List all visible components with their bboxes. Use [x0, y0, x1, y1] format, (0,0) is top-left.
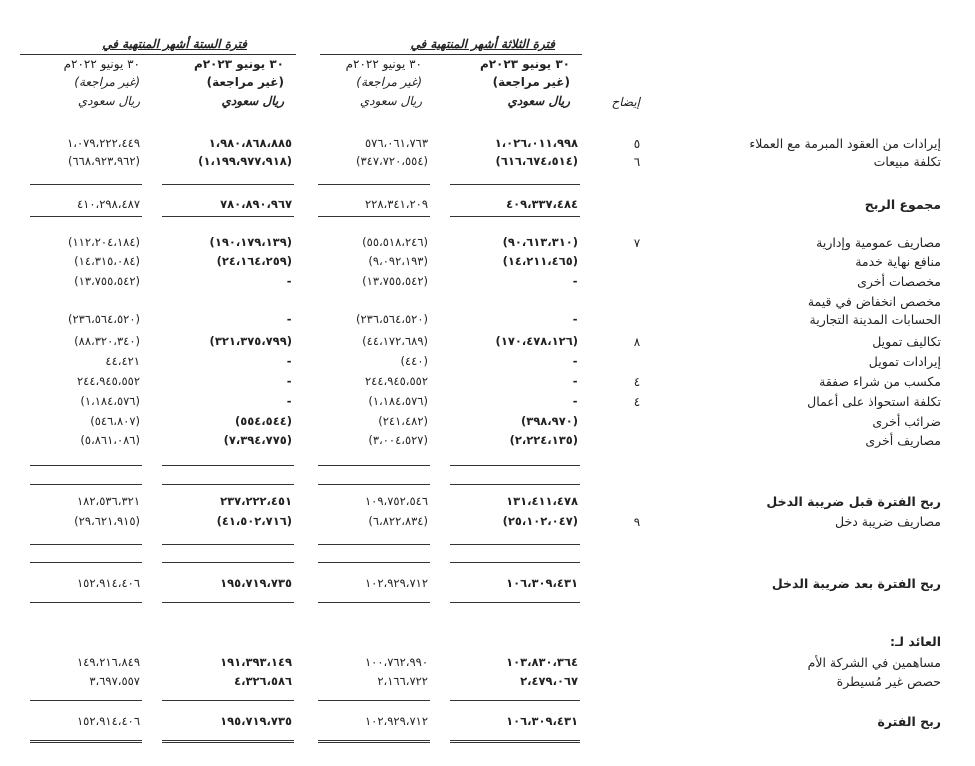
row-value: ١٥٢،٩١٤،٤٠٦: [76, 714, 140, 728]
row-value: ١٠٢،٩٢٩،٧١٢: [364, 576, 428, 590]
row-label: إيرادات تمويل: [868, 354, 941, 369]
row-value: ١٠٩،٧٥٢،٥٤٦: [364, 494, 428, 508]
row-value: ١٠٢،٩٢٩،٧١٢: [364, 714, 428, 728]
subtotal-rule: [450, 184, 580, 185]
row-label: الحسابات المدينة التجارية: [809, 312, 941, 327]
subtotal-rule: [450, 465, 580, 466]
row-value: ٢،٤٧٩،٠٦٧: [520, 674, 578, 688]
subtotal-rule: [30, 216, 142, 217]
row-label: مساهمين في الشركة الأم: [807, 655, 941, 670]
row-value: (٥،٨٦١،٠٨٦): [80, 433, 140, 447]
row-value: ١٣١،٤١١،٤٧٨: [506, 494, 578, 508]
row-value: (١٣،٧٥٥،٥٤٢): [74, 274, 140, 288]
column-header-audit: (غير مراجعة): [356, 75, 422, 89]
subtotal-rule: [162, 184, 294, 185]
row-value: (٢٩،٦٢١،٩١٥): [74, 514, 140, 528]
subtotal-rule: [318, 216, 430, 217]
subtotal-rule: [318, 700, 430, 701]
subtotal-rule: [318, 484, 430, 485]
subtotal-rule: [30, 602, 142, 603]
row-value: (٤٤٠): [400, 354, 428, 368]
row-value: (١،١٨٤،٥٧٦): [80, 394, 140, 408]
row-value: (٥٥٤،٥٤٤): [234, 414, 292, 428]
row-value: ٢٤٤،٩٤٥،٥٥٢: [76, 374, 140, 388]
subtotal-rule: [450, 602, 580, 603]
row-value: -: [572, 374, 578, 388]
row-label: مكسب من شراء صفقة: [819, 374, 941, 389]
row-value: ١٩٥،٧١٩،٧٣٥: [220, 576, 292, 590]
subtotal-rule: [162, 465, 294, 466]
row-label: مخصصات أخرى: [857, 274, 941, 289]
row-value: (٢٥،١٠٢،٠٤٧): [502, 514, 578, 528]
row-value: -: [572, 394, 578, 408]
column-header-date: ٣٠ يونيو ٢٠٢٣م: [193, 57, 284, 71]
column-header-currency: ريال سعودي: [221, 94, 284, 108]
row-value: ٢،١٦٦،٧٢٢: [377, 674, 428, 688]
row-value: (٢٣٦،٥٦٤،٥٢٠): [355, 312, 428, 326]
row-value: -: [572, 312, 578, 326]
row-value: ٧٨٠،٨٩٠،٩٦٧: [220, 197, 292, 211]
subtotal-rule: [162, 484, 294, 485]
row-value: -: [286, 312, 292, 326]
double-total-rule: [450, 740, 580, 743]
row-note: ٤: [633, 375, 641, 389]
group-header-six-months: فترة الستة أشهر المنتهية في: [102, 37, 247, 51]
row-value: ١٤٩،٢١٦،٨٤٩: [76, 655, 140, 669]
double-total-rule: [30, 740, 142, 743]
row-value: (٩٠،٦١٣،٣١٠): [502, 235, 578, 249]
subtotal-rule: [162, 562, 294, 563]
row-value: ٢٤٤،٩٤٥،٥٥٢: [364, 374, 428, 388]
row-value: (١٧٠،٤٧٨،١٢٦): [495, 334, 578, 348]
row-value: (٩،٠٩٢،١٩٣): [368, 254, 428, 268]
subtotal-rule: [30, 465, 142, 466]
row-value: -: [572, 274, 578, 288]
subtotal-rule: [318, 602, 430, 603]
row-label: ربح الفترة بعد ضريبة الدخل: [771, 576, 941, 591]
row-value: ٥٧٦،٠٦١،٧٦٣: [364, 136, 428, 150]
subtotal-rule: [450, 216, 580, 217]
row-value: ٣،٦٩٧،٥٥٧: [89, 674, 140, 688]
row-value: (٦٦٨،٩٢٣،٩٦٢): [67, 154, 140, 168]
row-value: ١٨٢،٥٣٦،٣٢١: [76, 494, 140, 508]
column-header-audit: (غير مراجعة): [74, 75, 140, 89]
subtotal-rule: [30, 544, 142, 545]
row-value: ٤٤،٤٢١: [105, 354, 140, 368]
subtotal-rule: [318, 184, 430, 185]
subtotal-rule: [162, 602, 294, 603]
row-value: (٧،٣٩٤،٧٧٥): [223, 433, 292, 447]
double-total-rule: [162, 740, 294, 743]
row-value: (٤١،٥٠٢،٧١٦): [216, 514, 292, 528]
row-note: ٤: [633, 395, 641, 409]
row-value: (١٩٠،١٧٩،١٣٩): [209, 235, 292, 249]
column-header-date: ٣٠ يونيو ٢٠٢٢م: [63, 57, 140, 71]
column-header-date: ٣٠ يونيو ٢٠٢٢م: [345, 57, 422, 71]
row-value: (٥٤٦،٨٠٧): [90, 414, 140, 428]
row-value: (١٤،٣١٥،٠٨٤): [74, 254, 140, 268]
subtotal-rule: [162, 700, 294, 701]
group-header-three-months: فترة الثلاثة أشهر المنتهية في: [410, 37, 555, 51]
row-note: ٩: [633, 515, 641, 529]
row-value: (٢٤١،٤٨٢): [378, 414, 428, 428]
row-label: تكلفة مبيعات: [873, 154, 941, 169]
row-label: مصاريف عمومية وإدارية: [816, 235, 941, 250]
row-note: ٨: [633, 335, 641, 349]
row-label: مصاريف ضريبة دخل: [835, 514, 941, 529]
row-value: (١٤،٢١١،٤٦٥): [502, 254, 578, 268]
row-value: ٤،٣٢٦،٥٨٦: [234, 674, 292, 688]
row-value: (٤٤،١٧٢،٦٨٩): [362, 334, 428, 348]
subtotal-rule: [30, 484, 142, 485]
row-value: (٢،٢٢٤،١٣٥): [509, 433, 578, 447]
row-note: ٥: [633, 137, 641, 151]
column-header-currency: ريال سعودي: [77, 94, 140, 108]
double-total-rule: [318, 740, 430, 743]
row-label: تكلفة استحواذ على أعمال: [807, 394, 941, 409]
subtotal-rule: [450, 562, 580, 563]
row-value: (٥٥،٥١٨،٢٤٦): [362, 235, 428, 249]
row-label: مجموع الربح: [864, 197, 941, 212]
column-header-currency: ريال سعودي: [507, 94, 570, 108]
column-header-date: ٣٠ يونيو ٢٠٢٣م: [479, 57, 570, 71]
row-label: ربح الفترة قبل ضريبة الدخل: [766, 494, 941, 509]
row-value: ١،٠٧٩،٢٢٢،٤٤٩: [67, 136, 140, 150]
row-label: مصاريف أخرى: [865, 433, 941, 448]
row-value: ١٠٦،٣٠٩،٤٣١: [506, 714, 578, 728]
row-value: -: [286, 274, 292, 288]
subtotal-rule: [450, 484, 580, 485]
row-value: ١٠٣،٨٣٠،٣٦٤: [506, 655, 578, 669]
row-value: (٨٨،٣٢٠،٣٤٠): [74, 334, 140, 348]
row-value: (١،١٩٩،٩٧٧،٩١٨): [198, 154, 292, 168]
row-label: إيرادات من العقود المبرمة مع العملاء: [749, 136, 941, 151]
group-header-rule: [320, 54, 582, 55]
row-value: (٣،٠٠٤،٥٢٧): [368, 433, 428, 447]
subtotal-rule: [450, 544, 580, 545]
group-header-rule: [20, 54, 296, 55]
row-value: (٦،٨٢٢،٨٣٤): [368, 514, 428, 528]
row-value: -: [286, 354, 292, 368]
column-header-note: إيضاح: [611, 95, 640, 109]
row-value: (٢٣٦،٥٦٤،٥٢٠): [67, 312, 140, 326]
row-label: منافع نهاية خدمة: [855, 254, 941, 269]
row-value: ٤٠٩،٣٣٧،٤٨٤: [506, 197, 578, 211]
row-value: -: [286, 374, 292, 388]
row-value: (٣٤٧،٧٢٠،٥٥٤): [355, 154, 428, 168]
row-value: (٢٤،١٦٤،٢٥٩): [216, 254, 292, 268]
subtotal-rule: [162, 544, 294, 545]
row-label: ربح الفترة: [877, 714, 941, 729]
row-value: ١،٩٨٠،٨٦٨،٨٨٥: [208, 136, 292, 150]
row-value: (٦١٦،٦٧٤،٥١٤): [495, 154, 578, 168]
row-value: ١٩٥،٧١٩،٧٣٥: [220, 714, 292, 728]
row-label: ضرائب أخرى: [872, 414, 941, 429]
subtotal-rule: [318, 465, 430, 466]
row-value: (٣٢١،٣٧٥،٧٩٩): [209, 334, 292, 348]
row-value: (٣٩٨،٩٧٠): [520, 414, 578, 428]
row-label: تكاليف تمويل: [872, 334, 941, 349]
subtotal-rule: [318, 544, 430, 545]
row-label: حصص غير مُسيطرة: [836, 674, 941, 689]
subtotal-rule: [30, 184, 142, 185]
row-value: ١٩١،٣٩٣،١٤٩: [220, 655, 292, 669]
column-header-audit: (غير مراجعة): [206, 75, 284, 89]
row-value: (١،١٨٤،٥٧٦): [368, 394, 428, 408]
row-value: ١٠٠،٧٦٢،٩٩٠: [364, 655, 428, 669]
column-header-currency: ريال سعودي: [359, 94, 422, 108]
row-value: ١،٠٢٦،٠١١،٩٩٨: [494, 136, 578, 150]
subtotal-rule: [162, 216, 294, 217]
row-value: -: [286, 394, 292, 408]
subtotal-rule: [450, 700, 580, 701]
row-value: ٢٣٧،٢٢٢،٤٥١: [220, 494, 292, 508]
row-value: -: [572, 354, 578, 368]
row-value: ١٠٦،٣٠٩،٤٣١: [506, 576, 578, 590]
column-header-audit: (غير مراجعة): [492, 75, 570, 89]
subtotal-rule: [30, 700, 142, 701]
subtotal-rule: [30, 562, 142, 563]
row-note: ٦: [633, 155, 641, 169]
row-label: العائد لـ:: [890, 634, 941, 649]
row-value: (١٣،٧٥٥،٥٤٢): [362, 274, 428, 288]
row-label: مخصص انخفاض في قيمة: [807, 294, 941, 309]
subtotal-rule: [318, 562, 430, 563]
row-value: ١٥٢،٩١٤،٤٠٦: [76, 576, 140, 590]
row-note: ٧: [633, 236, 641, 250]
row-value: (١١٢،٢٠٤،١٨٤): [67, 235, 140, 249]
row-value: ٢٢٨،٣٤١،٢٠٩: [364, 197, 428, 211]
row-value: ٤١٠،٢٩٨،٤٨٧: [76, 197, 140, 211]
